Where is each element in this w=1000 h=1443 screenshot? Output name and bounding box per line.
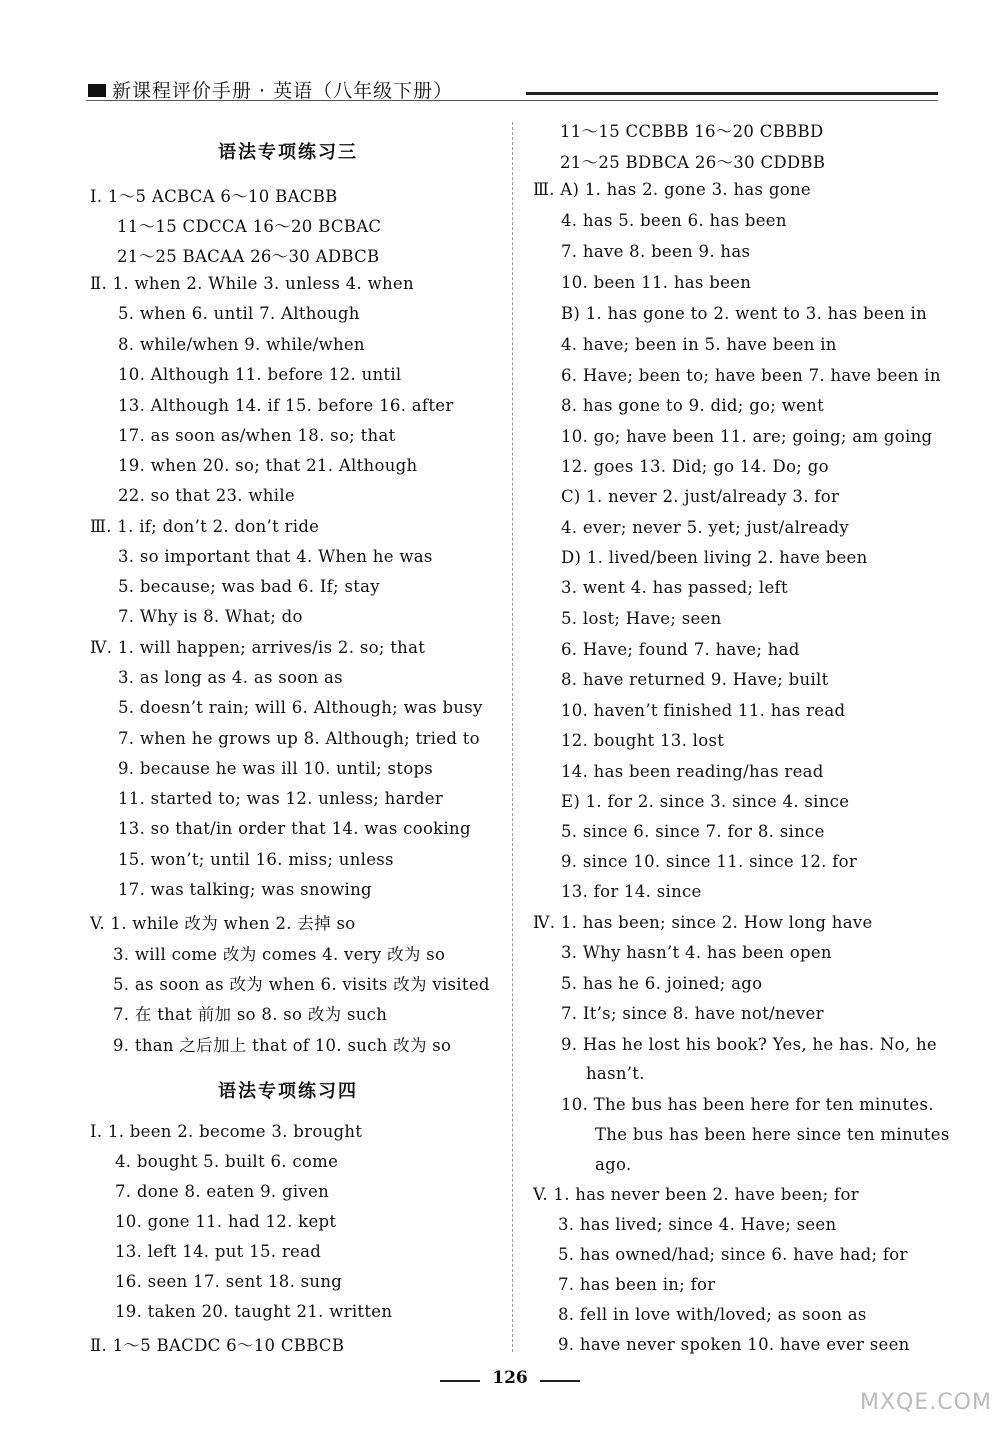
answer-line: 8. fell in love with/loved; as soon as <box>558 1305 867 1324</box>
page-number: 126 <box>492 1368 528 1388</box>
header-title: 新课程评价手册 · 英语（八年级下册） <box>112 80 454 102</box>
answer-line: 3. has lived; since 4. Have; seen <box>558 1215 837 1234</box>
answer-line: 13. so that/in order that 14. was cooking <box>118 819 471 838</box>
answer-line: 12. bought 13. lost <box>561 731 725 750</box>
answer-line: 7. when he grows up 8. Although; tried to <box>118 729 480 748</box>
answer-line: 5. when 6. until 7. Although <box>118 304 360 323</box>
answer-line: 10. Although 11. before 12. until <box>118 365 402 384</box>
answer-line: 10. The bus has been here for ten minutes. <box>561 1095 934 1114</box>
answer-line: 7. done 8. eaten 9. given <box>115 1182 330 1201</box>
answer-line: 19. when 20. so; that 21. Although <box>118 456 418 475</box>
answer-line: 8. while/when 9. while/when <box>118 335 365 354</box>
answer-line: 13. Although 14. if 15. before 16. after <box>118 396 454 415</box>
answer-line: 3. as long as 4. as soon as <box>118 668 343 687</box>
header-square-icon <box>88 84 106 97</box>
answer-line: 9. than 之后加上 that of 10. such 改为 so <box>113 1036 452 1055</box>
column-divider <box>512 122 513 1352</box>
answer-line: V. 1. has never been 2. have been; for <box>533 1185 859 1204</box>
header-rule-thin <box>86 100 938 101</box>
answer-line: Ⅰ. 1. been 2. become 3. brought <box>90 1122 363 1141</box>
answer-line: 3. went 4. has passed; left <box>561 578 788 597</box>
answer-line: Ⅳ. 1. will happen; arrives/is 2. so; that <box>90 638 426 657</box>
answer-line: 10. go; have been 11. are; going; am going <box>561 427 933 446</box>
answer-line: 14. has been reading/has read <box>561 762 824 781</box>
answer-line: 17. as soon as/when 18. so; that <box>118 426 396 445</box>
answer-line: 6. Have; been to; have been 7. have been in <box>561 366 941 385</box>
answer-line: 10. been 11. has been <box>561 273 752 292</box>
answer-line: 9. Has he lost his book? Yes, he has. No, he <box>561 1035 937 1054</box>
answer-line: 12. goes 13. Did; go 14. Do; go <box>561 457 829 476</box>
answer-line: 7. have 8. been 9. has <box>561 242 751 261</box>
answer-line: 17. was talking; was snowing <box>118 880 372 899</box>
answer-line: 9. because he was ill 10. until; stops <box>118 759 434 778</box>
answer-line: 8. has gone to 9. did; go; went <box>561 396 825 415</box>
answer-line: Ⅳ. 1. has been; since 2. How long have <box>533 913 873 932</box>
answer-line: The bus has been here since ten minutes <box>595 1125 950 1144</box>
watermark: MXQE.COM <box>860 1390 992 1415</box>
answer-line: D) 1. lived/been living 2. have been <box>561 548 868 567</box>
answer-line: ago. <box>595 1155 632 1174</box>
answer-line: C) 1. never 2. just/already 3. for <box>561 487 840 506</box>
answer-line: 4. have; been in 5. have been in <box>561 335 837 354</box>
answer-line: 21～25 BACAA 26～30 ADBCB <box>117 247 380 266</box>
answer-line: 5. lost; Have; seen <box>561 609 722 628</box>
answer-line: 11. started to; was 12. unless; harder <box>118 789 444 808</box>
answer-line: 8. have returned 9. Have; built <box>561 670 829 689</box>
answer-line: 13. left 14. put 15. read <box>115 1242 322 1261</box>
answer-line: 3. Why hasn’t 4. has been open <box>561 943 832 962</box>
answer-line: B) 1. has gone to 2. went to 3. has been in <box>561 304 928 323</box>
answer-line: 15. won’t; until 16. miss; unless <box>118 850 394 869</box>
section-title-4: 语法专项练习四 <box>218 1081 358 1102</box>
answer-line: 3. so important that 4. When he was <box>118 547 433 566</box>
answer-line: 5. has he 6. joined; ago <box>561 974 763 993</box>
answer-line: 5. has owned/had; since 6. have had; for <box>558 1245 908 1264</box>
answer-line: 7. Why is 8. What; do <box>118 607 303 626</box>
answer-line: 11～15 CCBBB 16～20 CBBBD <box>560 122 824 141</box>
answer-line: 3. will come 改为 comes 4. very 改为 so <box>113 945 446 964</box>
answer-line: 7. has been in; for <box>558 1275 716 1294</box>
answer-line: 5. as soon as 改为 when 6. visits 改为 visited <box>113 975 490 994</box>
header-rule-thick <box>526 92 938 95</box>
answer-line: 5. because; was bad 6. If; stay <box>118 577 380 596</box>
answer-line: Ⅱ. 1. when 2. While 3. unless 4. when <box>90 274 414 293</box>
answer-line: 16. seen 17. sent 18. sung <box>115 1272 343 1291</box>
answer-line: 4. has 5. been 6. has been <box>561 211 787 230</box>
section-title-3: 语法专项练习三 <box>218 142 358 163</box>
answer-line: 4. ever; never 5. yet; just/already <box>561 518 850 537</box>
answer-line: 10. haven’t finished 11. has read <box>561 701 846 720</box>
answer-line: 10. gone 11. had 12. kept <box>115 1212 337 1231</box>
page-header <box>86 74 938 106</box>
page-footer <box>440 1368 580 1398</box>
footer-ornament-right <box>540 1380 580 1382</box>
answer-line: E) 1. for 2. since 3. since 4. since <box>561 792 850 811</box>
answer-line: 9. since 10. since 11. since 12. for <box>561 852 858 871</box>
answer-line: hasn’t. <box>586 1064 645 1083</box>
answer-line: 5. doesn’t rain; will 6. Although; was busy <box>118 698 483 717</box>
answer-line: Ⅱ. 1～5 BACDC 6～10 CBBCB <box>90 1336 345 1355</box>
answer-line: 21～25 BDBCA 26～30 CDDBB <box>560 153 826 172</box>
answer-line: 13. for 14. since <box>561 882 702 901</box>
answer-line: Ⅲ. A) 1. has 2. gone 3. has gone <box>533 180 811 199</box>
answer-line: Ⅰ. 1～5 ACBCA 6～10 BACBB <box>90 187 338 206</box>
answer-line: 5. since 6. since 7. for 8. since <box>561 822 825 841</box>
answer-line: 19. taken 20. taught 21. written <box>115 1302 393 1321</box>
answer-line: 7. 在 that 前加 so 8. so 改为 such <box>113 1005 388 1024</box>
answer-line: V. 1. while 改为 when 2. 去掉 so <box>90 914 356 933</box>
answer-line: 4. bought 5. built 6. come <box>115 1152 339 1171</box>
answer-line: Ⅲ. 1. if; don’t 2. don’t ride <box>90 517 320 536</box>
answer-line: 22. so that 23. while <box>118 486 295 505</box>
answer-line: 9. have never spoken 10. have ever seen <box>558 1335 910 1354</box>
answer-line: 6. Have; found 7. have; had <box>561 640 800 659</box>
answer-line: 7. It’s; since 8. have not/never <box>561 1004 824 1023</box>
answer-line: 11～15 CDCCA 16～20 BCBAC <box>117 217 382 236</box>
